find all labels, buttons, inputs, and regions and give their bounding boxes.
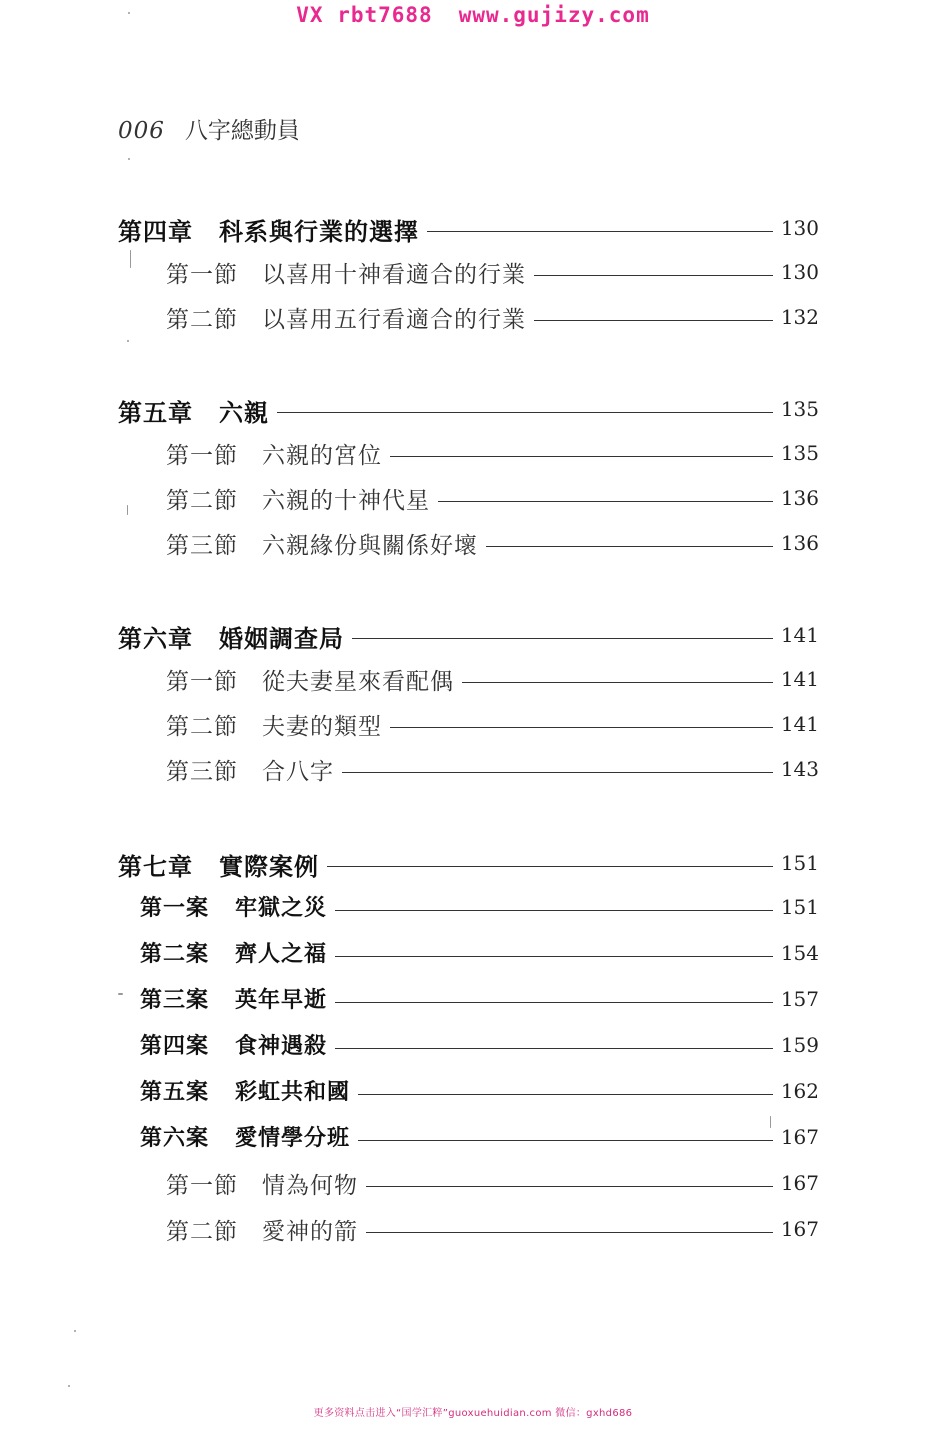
toc-entry-page: 136 (780, 486, 819, 510)
bottom-watermark: 更多资料点击进入“国学汇粹”guoxuehuidian.com 微信：gxhd686 (313, 1408, 633, 1419)
scan-speck (128, 158, 130, 160)
toc-entry-label (140, 1121, 350, 1152)
top-watermark (0, 3, 946, 27)
toc-entry-page: 167 (780, 1171, 819, 1195)
toc-entry-number: 第五案 (140, 1079, 210, 1105)
toc-entry-case (140, 983, 819, 1015)
toc-entry-page: 132 (780, 305, 819, 329)
toc-entry-case (140, 1029, 819, 1061)
toc-entry-case (140, 937, 819, 969)
toc-entry-number: 第二案 (140, 941, 210, 967)
toc-entry-title: 情為何物 (262, 1173, 358, 1199)
toc-entry-section (166, 301, 819, 333)
book-title: 八字總動員 (184, 118, 300, 144)
toc-entry-section (166, 663, 819, 695)
toc-entry-section (166, 482, 819, 514)
toc-entry-number: 第一節 (166, 262, 238, 288)
leader-line (335, 1048, 773, 1049)
toc-entry-label (166, 753, 334, 786)
leader-line (534, 320, 773, 321)
toc-entry-page: 167 (780, 1217, 819, 1241)
toc-entry-label (166, 663, 454, 696)
toc-entry-label (118, 619, 344, 654)
toc-entry-label (166, 301, 526, 334)
toc-entry-page: 135 (780, 397, 819, 421)
scan-speck (74, 1330, 76, 1332)
toc-entry-page: 143 (780, 757, 819, 781)
toc-entry-number: 第一案 (140, 895, 210, 921)
toc-entry-page: 135 (780, 441, 819, 465)
toc-entry-title: 實際案例 (219, 852, 319, 881)
toc-entry-title: 齊人之福 (235, 941, 328, 967)
running-header (118, 112, 300, 145)
toc-entry-number: 第二節 (166, 1219, 238, 1245)
toc-entry-number: 第六案 (140, 1125, 210, 1151)
leader-line (366, 1186, 773, 1187)
toc-entry-number: 第一節 (166, 443, 238, 469)
toc-entry-title: 合八字 (262, 759, 334, 785)
toc-entry-page: 130 (780, 260, 819, 284)
toc-entry-page: 157 (780, 987, 819, 1011)
leader-line (335, 910, 773, 911)
toc-entry-title: 從夫妻星來看配偶 (262, 669, 454, 695)
leader-line (462, 682, 773, 683)
toc-entry-label (166, 437, 382, 470)
toc-entry-label (140, 937, 327, 968)
leader-line (342, 772, 773, 773)
scan-speck (770, 1116, 771, 1128)
toc-entry-title: 婚姻調查局 (219, 624, 344, 653)
toc-entry-case (140, 891, 819, 923)
leader-line (327, 866, 773, 867)
toc-entry-title: 科系與行業的選擇 (219, 217, 419, 246)
toc-entry-chapter (118, 619, 819, 651)
leader-line (335, 1002, 773, 1003)
toc-entry-label (166, 256, 526, 289)
toc-entry-section (166, 708, 819, 740)
toc-entry-page: 136 (780, 531, 819, 555)
toc-entry-number: 第一節 (166, 1173, 238, 1199)
toc-entry-title: 愛神的箭 (262, 1219, 358, 1245)
toc-entry-title: 夫妻的類型 (262, 714, 382, 740)
toc-entry-title: 愛情學分班 (235, 1125, 351, 1151)
leader-line (358, 1094, 773, 1095)
toc-entry-case (140, 1075, 819, 1107)
toc-entry-label (166, 708, 382, 741)
page-folio: 006 (118, 118, 165, 144)
toc-entry-chapter (118, 212, 819, 244)
leader-line (335, 956, 773, 957)
toc-entry-page: 159 (780, 1033, 819, 1057)
leader-line (534, 275, 773, 276)
toc-entry-page: 141 (780, 667, 819, 691)
toc-entry-title: 六親的十神代星 (262, 488, 430, 514)
toc-entry-label (140, 1075, 350, 1106)
toc-entry-section (166, 1213, 819, 1245)
scan-speck (128, 12, 130, 14)
toc-entry-number: 第四案 (140, 1033, 210, 1059)
toc-entry-number: 第二節 (166, 714, 238, 740)
toc-entry-label (166, 482, 430, 515)
toc-entry-number: 第六章 (118, 624, 193, 653)
toc-entry-page: 151 (780, 851, 819, 875)
toc-entry-section (166, 753, 819, 785)
toc-entry-label (166, 1213, 358, 1246)
toc-entry-section (166, 1167, 819, 1199)
watermark-vx: VX rbt7688 (296, 3, 433, 27)
leader-line (352, 638, 773, 639)
toc-entry-number: 第五章 (118, 398, 193, 427)
leader-line (366, 1232, 773, 1233)
toc-entry-label (166, 527, 478, 560)
toc-entry-chapter (118, 847, 819, 879)
toc-entry-number: 第二節 (166, 488, 238, 514)
toc-entry-page: 167 (780, 1125, 819, 1149)
toc-entry-title: 食神遇殺 (235, 1033, 328, 1059)
leader-line (427, 231, 773, 232)
toc-entry-title: 英年早逝 (235, 987, 328, 1013)
toc-entry-label (118, 847, 319, 882)
watermark-site: www.gujizy.com (458, 3, 650, 27)
leader-line (358, 1140, 773, 1141)
toc-entry-label (118, 393, 269, 428)
toc-entry-label (166, 1167, 358, 1200)
toc-entry-number: 第三節 (166, 533, 238, 559)
toc-entry-title: 六親 (219, 398, 269, 427)
leader-line (486, 546, 773, 547)
toc-entry-page: 162 (780, 1079, 819, 1103)
toc-entry-page: 130 (780, 216, 819, 240)
toc-entry-title: 彩虹共和國 (235, 1079, 351, 1105)
leader-line (438, 501, 773, 502)
leader-line (277, 412, 773, 413)
toc-entry-chapter (118, 393, 819, 425)
toc-entry-number: 第二節 (166, 307, 238, 333)
toc-entry-case (140, 1121, 819, 1153)
toc-entry-page: 141 (780, 712, 819, 736)
toc-entry-label (118, 212, 419, 247)
toc-entry-page: 154 (780, 941, 819, 965)
toc-entry-title: 以喜用十神看適合的行業 (262, 262, 526, 288)
toc-entry-title: 以喜用五行看適合的行業 (262, 307, 526, 333)
toc-entry-label (140, 891, 327, 922)
toc-entry-number: 第七章 (118, 852, 193, 881)
toc-entry-title: 牢獄之災 (235, 895, 328, 921)
toc-entry-number: 第一節 (166, 669, 238, 695)
scan-speck (118, 993, 123, 995)
toc-entry-number: 第三節 (166, 759, 238, 785)
toc-entry-page: 151 (780, 895, 819, 919)
toc-entry-section (166, 527, 819, 559)
toc-entry-title: 六親緣份與關係好壞 (262, 533, 478, 559)
toc-entry-number: 第三案 (140, 987, 210, 1013)
scan-speck (127, 505, 128, 515)
scan-speck (68, 1385, 70, 1387)
leader-line (390, 456, 773, 457)
scan-speck (127, 340, 129, 342)
toc-entry-label (140, 1029, 327, 1060)
toc-entry-page: 141 (780, 623, 819, 647)
toc-entry-number: 第四章 (118, 217, 193, 246)
toc-entry-section (166, 437, 819, 469)
scan-speck (130, 250, 131, 268)
toc-entry-label (140, 983, 327, 1014)
leader-line (390, 727, 773, 728)
toc-entry-title: 六親的宮位 (262, 443, 382, 469)
toc-entry-section (166, 256, 819, 288)
